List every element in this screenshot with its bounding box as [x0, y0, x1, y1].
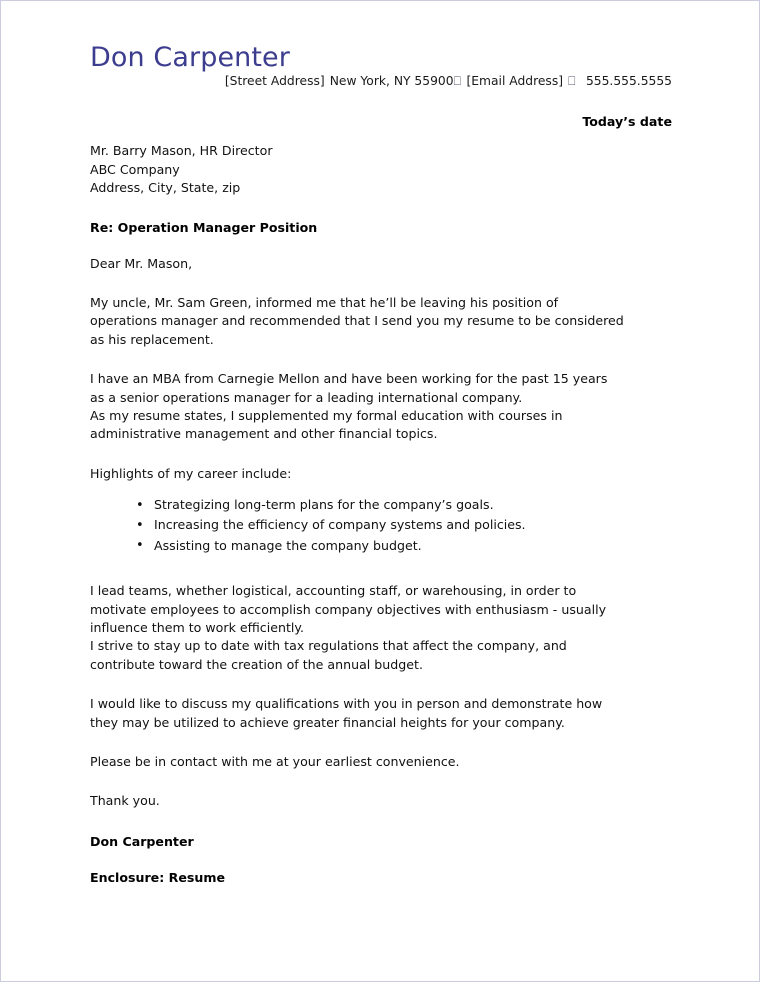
- recipient-line: ABC Company: [90, 161, 180, 177]
- salutation: Dear Mr. Mason,: [90, 256, 193, 272]
- body-paragraph-6: [90, 695, 672, 732]
- highlights-intro: Highlights of my career include:: [90, 465, 292, 481]
- highlights-list: [90, 495, 672, 556]
- body-paragraph-3: [90, 407, 672, 444]
- separator-icon-2: ⎕: [568, 74, 576, 89]
- list-item: • Strategizing long-term plans for the company’s goals.: [136, 495, 672, 515]
- letterhead: [90, 1, 672, 90]
- list-item: • Assisting to manage the company budget.: [136, 536, 672, 556]
- letter-content: [90, 1, 672, 887]
- thank-you-line: Thank you.: [90, 793, 160, 809]
- page-title: Don Carpenter: [90, 42, 290, 73]
- text-line: I have an MBA from Carnegie Mellon and have been working for the past 15 years: [90, 371, 608, 387]
- email-address: [Email Address]: [466, 74, 564, 89]
- phone-number: 555.555.5555: [585, 74, 672, 89]
- street-address: [Street Address]: [224, 74, 325, 89]
- text-line: contribute toward the creation of the annual budget.: [90, 656, 423, 672]
- text-line: My uncle, Mr. Sam Green, informed me that he’ll be leaving his position of: [90, 295, 559, 311]
- recipient-line: Mr. Barry Mason, HR Director: [90, 142, 273, 158]
- text-line: influence them to work efficiently.: [90, 620, 305, 635]
- separator-icon-1: ⎕: [453, 74, 462, 89]
- text-line: As my resume states, I supplemented my formal education with courses in: [90, 407, 563, 423]
- enclosure-line: Enclosure: Resume: [90, 870, 226, 886]
- recipient-line: Address, City, State, zip: [90, 180, 241, 196]
- list-item: • Increasing the efficiency of company systems and policies.: [136, 515, 672, 535]
- text-line: operations manager and recommended that I send you my resume to be considered: [90, 313, 624, 329]
- text-line: I strive to stay up to date with tax regulations that affect the company, and: [90, 638, 567, 654]
- city-state-zip: New York, NY 55900: [329, 74, 454, 89]
- text-line: Please be in contact with me at your earliest convenience.: [90, 753, 460, 769]
- body-paragraph-7: [90, 753, 672, 771]
- text-line: I would like to discuss my qualifications with you in person and demonstrate how: [90, 696, 603, 712]
- body-paragraph-5: [90, 637, 672, 674]
- date-line: Today’s date: [582, 113, 672, 129]
- recipient-block: [90, 142, 672, 198]
- body-paragraph-1: [90, 294, 672, 349]
- text-line: motivate employees to accomplish company objectives with enthusiasm - usually: [90, 601, 607, 617]
- body-paragraph-4: [90, 582, 672, 637]
- signature-name: Don Carpenter: [90, 833, 194, 849]
- contact-line: [90, 74, 672, 89]
- text-line: they may be utilized to achieve greater financial heights for your company.: [90, 714, 565, 730]
- subject-line: Re: Operation Manager Position: [90, 219, 318, 235]
- text-line: administrative management and other financial topics.: [90, 426, 438, 442]
- text-line: as a senior operations manager for a leading international company.: [90, 389, 523, 405]
- text-line: I lead teams, whether logistical, accounting staff, or warehousing, in order to: [90, 583, 577, 599]
- text-line: as his replacement.: [90, 331, 214, 347]
- body-paragraph-2: [90, 370, 672, 407]
